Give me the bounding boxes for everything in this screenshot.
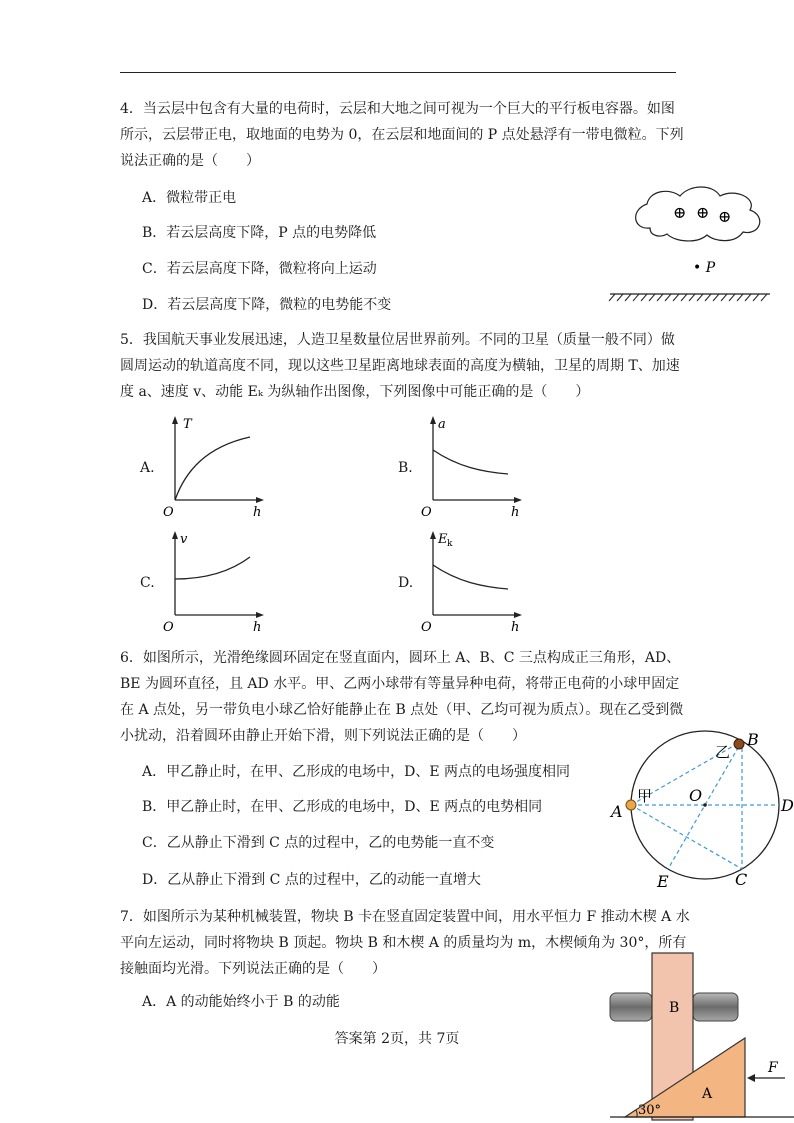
label-yi: 乙 bbox=[715, 743, 731, 761]
y-label-sub: k bbox=[447, 539, 453, 549]
graph-a bbox=[160, 412, 270, 522]
left-guide bbox=[610, 993, 652, 1021]
q6-text-line4: 小扰动，沿着圆环由静止开始下滑，则下列说法正确的是（ ） bbox=[120, 728, 526, 744]
q4-text-line3: 说法正确的是（ ） bbox=[120, 153, 260, 169]
q6-text-line1: 6．如图所示，光滑绝缘圆环固定在竖直面内，圆环上 A、B、C 三点构成正三角形，AD、 bbox=[120, 650, 681, 666]
label-a: A bbox=[611, 802, 623, 821]
svg-text:h: h bbox=[253, 620, 262, 635]
point-p-label: • P bbox=[693, 260, 716, 276]
q6-option-c: C．乙从静止下滑到 C 点的过程中，乙的电势能一直不变 bbox=[142, 835, 495, 851]
ground-hatch bbox=[609, 294, 767, 301]
label-o: O bbox=[689, 786, 703, 805]
label-wedge-a: A bbox=[702, 1086, 713, 1102]
label-b: B bbox=[747, 730, 759, 749]
page-footer: 答案第 2页，共 7页 bbox=[334, 1031, 460, 1047]
header-rule bbox=[120, 72, 676, 73]
q4-option-d: D．若云层高度下降，微粒的电势能不变 bbox=[142, 297, 392, 313]
charge-plus-2: ⊕ bbox=[696, 203, 710, 222]
q7-text-line3: 接触面均光滑。下列说法正确的是（ ） bbox=[120, 961, 386, 977]
curve bbox=[175, 437, 250, 500]
q5-text-line1: 5．我国航天事业发展迅速，人造卫星数量位居世界前列。不同的卫星（质量一般不同）做 bbox=[120, 332, 675, 348]
label-block-b: B bbox=[669, 1000, 680, 1016]
ball-yi bbox=[734, 739, 744, 749]
svg-text:h: h bbox=[511, 620, 520, 635]
graph-b bbox=[418, 412, 528, 522]
graph-d-option: D. bbox=[398, 575, 414, 591]
q7-text-line2: 平向左运动，同时将物块 B 顶起。物块 B 和木楔 A 的质量均为 m，木楔倾角为 30°，所有 bbox=[120, 935, 687, 951]
center-point bbox=[703, 803, 707, 807]
graph-d bbox=[418, 527, 528, 637]
q6-ring-figure bbox=[605, 725, 794, 895]
label-force: F bbox=[768, 1060, 778, 1076]
y-label: E bbox=[438, 532, 448, 547]
q6-option-d: D．乙从静止下滑到 C 点的过程中，乙的动能一直增大 bbox=[142, 872, 481, 888]
q4-text-line2: 所示，云层带正电，取地面的电势为 0，在云层和地面间的 P 点处悬浮有一带电微粒。下列 bbox=[120, 127, 684, 143]
q7-text-line1: 7．如图所示为某种机械装置，物块 B 卡在竖直固定装置中间，用水平恒力 F 推动木楔 A 水 bbox=[120, 909, 690, 925]
q6-text-line2: BE 为圆环直径，且 AD 水平。甲、乙两小球带有等量异种电荷，将带正电荷的小球甲固定 bbox=[120, 676, 680, 692]
right-guide bbox=[693, 993, 738, 1021]
label-d: D bbox=[781, 796, 794, 815]
q6-text-line3: 在 A 点处，另一带负电小球乙恰好能静止在 B 点处（甲、乙均可视为质点）。现在乙受到微 bbox=[120, 702, 684, 718]
origin-label: O bbox=[163, 505, 174, 520]
q7-option-a: A．A 的动能始终小于 B 的动能 bbox=[142, 994, 340, 1010]
label-jia: 甲 bbox=[637, 787, 653, 805]
q6-option-b: B．甲乙静止时，在甲、乙形成的电场中，D、E 两点的电势相同 bbox=[142, 799, 543, 815]
graph-c-option: C. bbox=[140, 575, 155, 591]
q4-text-line1: 4．当云层中包含有大量的电荷时，云层和大地之间可视为一个巨大的平行板电容器。如图 bbox=[120, 101, 675, 117]
q6-option-a: A．甲乙静止时，在甲、乙形成的电场中，D、E 两点的电场强度相同 bbox=[142, 764, 571, 780]
charge-plus-3: ⊕ bbox=[718, 207, 732, 226]
y-label: a bbox=[438, 417, 446, 432]
q4-cloud-figure bbox=[605, 180, 775, 305]
q4-option-a: A．微粒带正电 bbox=[142, 190, 237, 206]
x-label: h bbox=[253, 505, 262, 520]
svg-text:O: O bbox=[163, 620, 174, 635]
y-label: T bbox=[183, 417, 192, 432]
label-e: E bbox=[657, 872, 669, 891]
q5-text-line3: 度 a、速度 v、动能 Eₖ 为纵轴作出图像，下列图像中可能正确的是（ ） bbox=[120, 384, 590, 400]
y-label: v bbox=[180, 532, 188, 547]
charge-plus-1: ⊕ bbox=[673, 203, 687, 222]
svg-text:h: h bbox=[511, 505, 520, 520]
graph-b-option: B. bbox=[398, 460, 413, 476]
svg-text:O: O bbox=[421, 620, 432, 635]
label-angle: 30° bbox=[638, 1103, 662, 1118]
q5-text-line2: 圆周运动的轨道高度不同，现以这些卫星距离地球表面的高度为横轴，卫星的周期 T、加速 bbox=[120, 358, 680, 374]
ball-jia bbox=[626, 800, 636, 810]
svg-text:O: O bbox=[421, 505, 432, 520]
q4-option-c: C．若云层高度下降，微粒将向上运动 bbox=[142, 261, 377, 277]
graph-a-option: A. bbox=[140, 460, 155, 476]
graph-c bbox=[160, 527, 270, 637]
label-c: C bbox=[735, 870, 748, 889]
q4-option-b: B．若云层高度下降，P 点的电势降低 bbox=[142, 225, 377, 241]
